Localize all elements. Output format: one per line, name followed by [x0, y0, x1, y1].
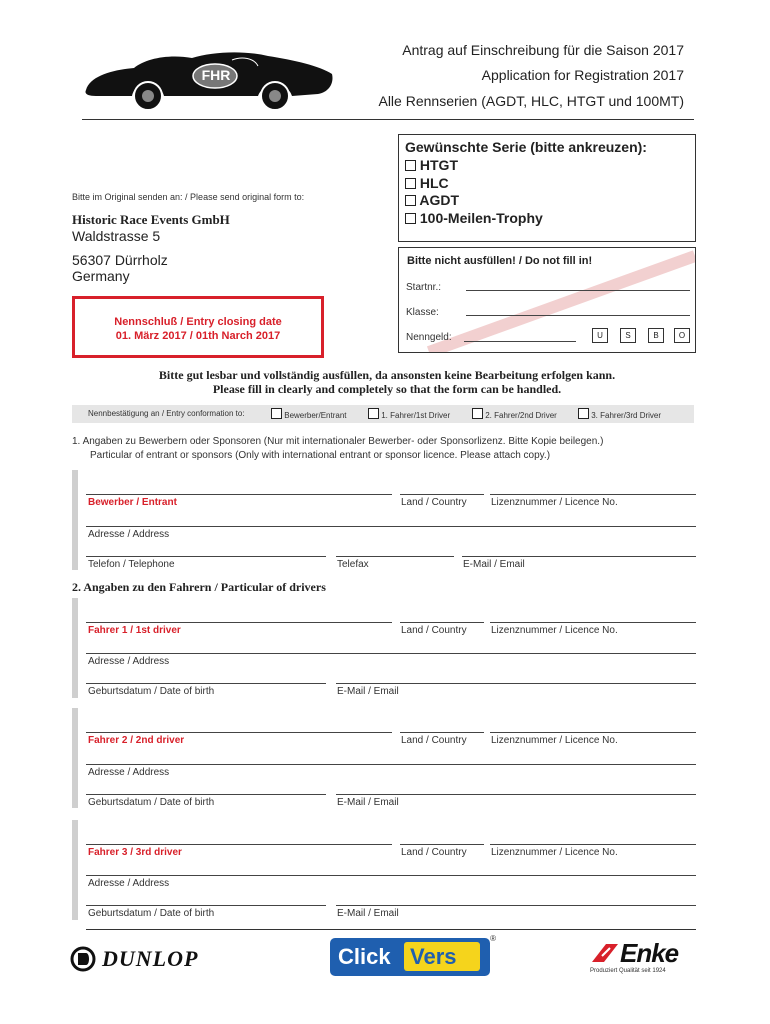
deadline-box	[72, 296, 324, 358]
driver2-email-label: E-Mail / Email	[337, 797, 399, 808]
driver1-label: Fahrer 1 / 1st driver	[88, 625, 181, 636]
checkbox-icon[interactable]	[271, 408, 282, 419]
header-title-de: Antrag auf Einschreibung für die Saison 2017	[402, 42, 684, 58]
entrant-fax-label: Telefax	[337, 559, 369, 570]
driver1-licence-field[interactable]	[490, 622, 696, 623]
fhr-car-logo	[82, 46, 336, 112]
driver1-country-label: Land / Country	[401, 625, 467, 636]
driver1-bar	[72, 598, 78, 698]
driver2-licence-field[interactable]	[490, 732, 696, 733]
clickvers-logo	[330, 934, 496, 976]
clickvers-vers: Vers	[410, 944, 457, 969]
instructions-de: Bitte gut lesbar und vollständig ausfüllen, da ansonsten keine Bearbeitung erfolgen kann.	[158, 368, 616, 382]
entrant-licence-field[interactable]	[490, 494, 696, 495]
entrant-label: Bewerber / Entrant	[88, 497, 177, 508]
confirmation-label: Nennbestätigung an / Entry conformation to:	[88, 409, 245, 418]
driver2-address-field[interactable]	[86, 764, 696, 765]
driver2-licence-label: Lizenznummer / Licence No.	[491, 735, 618, 746]
office-box-u[interactable]: U	[592, 328, 608, 343]
confirm-option-driver1[interactable]: 1. Fahrer/1st Driver	[368, 408, 450, 420]
entrant-phone-label: Telefon / Telephone	[88, 559, 175, 570]
nenngeld-field[interactable]	[464, 341, 576, 342]
entrant-address-field[interactable]	[86, 526, 696, 527]
header-title-en: Application for Registration 2017	[481, 67, 684, 83]
confirm-option-driver3[interactable]: 3. Fahrer/3rd Driver	[578, 408, 661, 420]
driver2-address-label: Adresse / Address	[88, 767, 170, 778]
office-box-s[interactable]: S	[620, 328, 636, 343]
city: 56307 Dürrholz	[72, 252, 168, 268]
driver3-dob-label: Geburtsdatum / Date of birth	[88, 908, 215, 919]
entrant-name-field[interactable]	[86, 494, 392, 495]
clickvers-click: Click	[338, 944, 391, 969]
country: Germany	[72, 268, 130, 284]
enke-logo	[590, 938, 690, 978]
driver3-bar	[72, 820, 78, 920]
section2-title: 2. Angaben zu den Fahrern / Particular of drivers	[72, 580, 326, 594]
driver3-licence-label: Lizenznummer / Licence No.	[491, 847, 618, 858]
driver3-address-label: Adresse / Address	[88, 878, 170, 889]
driver1-email-field[interactable]	[336, 683, 696, 684]
dunlop-flying-d-icon	[70, 946, 96, 972]
klasse-label: Klasse:	[406, 307, 439, 318]
driver3-name-field[interactable]	[86, 844, 392, 845]
klasse-field[interactable]	[466, 315, 690, 316]
header-series: Alle Rennserien (AGDT, HLC, HTGT und 100MT)	[378, 93, 684, 109]
driver3-email-label: E-Mail / Email	[337, 908, 399, 919]
send-to-label: Bitte im Original senden an: / Please send original form to:	[72, 192, 305, 202]
entrant-email-field[interactable]	[462, 556, 696, 557]
office-box-o[interactable]: O	[674, 328, 690, 343]
driver1-address-field[interactable]	[86, 653, 696, 654]
checkbox-icon[interactable]	[368, 408, 379, 419]
driver1-dob-label: Geburtsdatum / Date of birth	[88, 686, 215, 697]
driver3-licence-field[interactable]	[490, 844, 696, 845]
driver1-dob-field[interactable]	[86, 683, 326, 684]
checkbox-icon[interactable]	[405, 178, 416, 189]
checkbox-icon[interactable]	[405, 213, 416, 224]
driver3-country-label: Land / Country	[401, 847, 467, 858]
driver1-name-field[interactable]	[86, 622, 392, 623]
series-option-htgt[interactable]: HTGT	[405, 157, 458, 173]
instructions-en: Please fill in clearly and completely so that the form can be handled.	[212, 382, 562, 396]
driver2-dob-label: Geburtsdatum / Date of birth	[88, 797, 215, 808]
entrant-fax-field[interactable]	[336, 556, 454, 557]
series-option-hlc[interactable]: HLC	[405, 175, 449, 191]
driver3-email-field[interactable]	[336, 905, 696, 906]
checkbox-icon[interactable]	[472, 408, 483, 419]
footer-divider	[86, 929, 696, 930]
entrant-phone-field[interactable]	[86, 556, 326, 557]
confirm-option-driver2[interactable]: 2. Fahrer/2nd Driver	[472, 408, 557, 420]
enke-text: Enke	[620, 938, 679, 968]
driver2-dob-field[interactable]	[86, 794, 326, 795]
office-title: Bitte nicht ausfüllen! / Do not fill in!	[407, 255, 593, 267]
enke-tagline: Produziert Qualität seit 1924	[590, 968, 666, 974]
checkbox-icon[interactable]	[405, 160, 416, 171]
deadline-line2: 01. März 2017 / 01th Narch 2017	[115, 330, 281, 342]
driver2-email-field[interactable]	[336, 794, 696, 795]
series-option-100mt[interactable]: 100-Meilen-Trophy	[405, 210, 543, 226]
company-name: Historic Race Events GmbH	[72, 212, 230, 227]
driver3-address-field[interactable]	[86, 875, 696, 876]
entrant-bar	[72, 470, 78, 570]
series-box	[398, 134, 696, 242]
registered-icon: ®	[490, 934, 496, 943]
nenngeld-label: Nenngeld:	[406, 332, 452, 343]
office-box-b[interactable]: B	[648, 328, 664, 343]
dunlop-text: DUNLOP	[102, 946, 199, 971]
driver2-country-field[interactable]	[400, 732, 484, 733]
section1-title-de: 1. Angaben zu Bewerbern oder Sponsoren (Nur mit internationaler Bewerber- oder Sponsorlizenz. Bitte Kopie beilegen.)	[72, 436, 604, 447]
driver2-name-field[interactable]	[86, 732, 392, 733]
checkbox-icon[interactable]	[578, 408, 589, 419]
startnr-field[interactable]	[466, 290, 690, 291]
clickvers-vers-box	[404, 942, 480, 971]
confirm-option-entrant[interactable]: Bewerber/Entrant	[271, 408, 347, 420]
driver3-label: Fahrer 3 / 3rd driver	[88, 847, 182, 858]
entrant-address-label: Adresse / Address	[88, 529, 170, 540]
driver1-email-label: E-Mail / Email	[337, 686, 399, 697]
dunlop-logo	[70, 944, 270, 974]
section1-title-en: Particular of entrant or sponsors (Only with international entrant or sponsor licence. Please attach copy.)	[90, 450, 551, 461]
startnr-label: Startnr.:	[406, 282, 442, 293]
deadline-line1: Nennschluß / Entry closing date	[114, 316, 282, 328]
entrant-country-label: Land / Country	[401, 497, 467, 508]
driver2-bar	[72, 708, 78, 808]
entrant-email-label: E-Mail / Email	[463, 559, 525, 570]
driver3-dob-field[interactable]	[86, 905, 326, 906]
driver2-label: Fahrer 2 / 2nd driver	[88, 735, 185, 746]
header-divider	[82, 119, 694, 120]
driver3-country-field[interactable]	[400, 844, 484, 845]
enke-mark-icon	[590, 942, 620, 964]
entrant-licence-label: Lizenznummer / Licence No.	[491, 497, 618, 508]
series-title: Gewünschte Serie (bitte ankreuzen):	[405, 139, 647, 155]
entrant-country-field[interactable]	[400, 494, 484, 495]
driver2-country-label: Land / Country	[401, 735, 467, 746]
driver1-address-label: Adresse / Address	[88, 656, 170, 667]
street: Waldstrasse 5	[72, 228, 161, 244]
driver1-licence-label: Lizenznummer / Licence No.	[491, 625, 618, 636]
fhr-logo-text: FHR	[201, 67, 231, 83]
driver1-country-field[interactable]	[400, 622, 484, 623]
series-option-agdt[interactable]: AGDT	[405, 192, 459, 208]
checkbox-icon[interactable]	[405, 195, 416, 206]
